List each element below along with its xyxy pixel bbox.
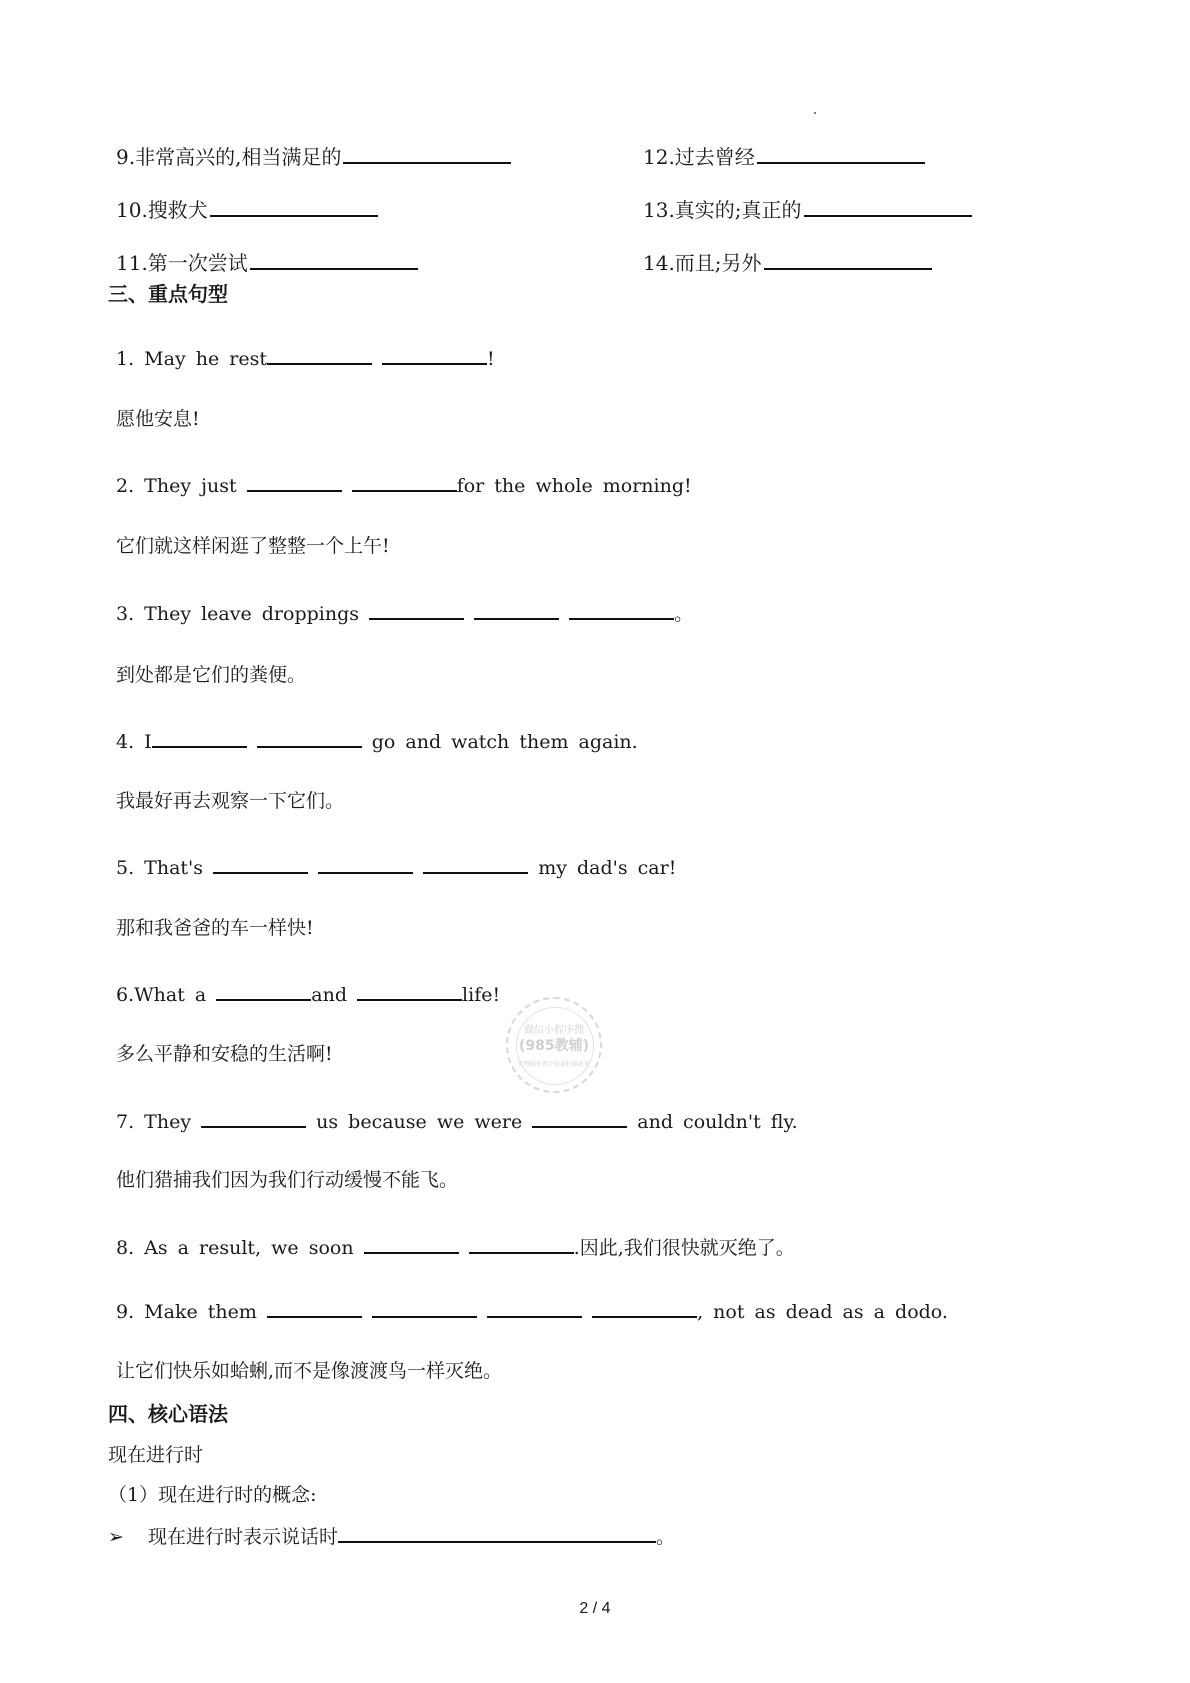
answer-blank[interactable]	[764, 248, 932, 270]
sentence-text: !	[487, 348, 495, 370]
grammar-bullet-end: 。	[656, 1526, 676, 1548]
answer-blank[interactable]	[201, 1106, 306, 1128]
answer-blank[interactable]	[257, 726, 362, 748]
answer-blank[interactable]	[474, 598, 559, 620]
vocab-item-9-label: 9.非常高兴的,相当满足的	[116, 145, 342, 169]
vocab-item-10	[116, 195, 378, 224]
sentence-text: 8. As a result, we soon	[116, 1237, 364, 1259]
vocab-item-12-label: 12.过去曾经	[643, 145, 755, 169]
section-3-heading: 三、重点句型	[108, 282, 228, 306]
sentence-text: 2. They just	[116, 475, 247, 497]
answer-blank[interactable]	[210, 195, 378, 217]
vocab-item-11	[116, 248, 418, 277]
vocab-item-11-label: 11.第一次尝试	[116, 251, 248, 275]
sentence-7	[116, 1106, 798, 1133]
answer-blank[interactable]	[569, 598, 674, 620]
watermark-stamp	[506, 997, 602, 1093]
sentence-9-translation: 让它们快乐如蛤蜊,而不是像渡渡鸟一样灭绝。	[116, 1360, 503, 1382]
answer-blank[interactable]	[318, 852, 413, 874]
sentence-text: .因此,我们很快就灭绝了。	[573, 1237, 795, 1259]
answer-blank[interactable]	[267, 1296, 362, 1318]
sentence-text: my dad's car!	[528, 857, 677, 879]
answer-blank[interactable]	[469, 1232, 574, 1254]
answer-blank[interactable]	[338, 1521, 656, 1543]
answer-blank[interactable]	[757, 142, 925, 164]
sentence-5	[116, 852, 676, 879]
sentence-text: for the whole morning!	[456, 475, 692, 497]
sentence-text: us because we were	[306, 1111, 533, 1133]
stray-dot	[814, 112, 816, 114]
answer-blank[interactable]	[804, 195, 972, 217]
answer-blank[interactable]	[213, 852, 308, 874]
sentence-5-translation: 那和我爸爸的车一样快!	[116, 917, 314, 939]
answer-blank[interactable]	[532, 1106, 627, 1128]
sentence-text: 1. May he rest	[116, 348, 267, 370]
sentence-9	[116, 1296, 948, 1323]
sentence-3-translation: 到处都是它们的粪便。	[116, 664, 307, 686]
answer-blank[interactable]	[487, 1296, 582, 1318]
sentence-1	[116, 343, 495, 370]
sentence-4	[116, 726, 638, 753]
sentence-text: go and watch them again.	[361, 731, 638, 753]
answer-blank[interactable]	[423, 852, 528, 874]
sentence-text: 4. I	[116, 731, 152, 753]
sentence-4-translation: 我最好再去观察一下它们。	[116, 790, 345, 812]
answer-blank[interactable]	[267, 343, 372, 365]
vocab-item-13	[643, 195, 972, 224]
stamp-line-3: 完整版免费下载请扫描此处	[517, 1061, 590, 1068]
sentence-2-translation: 它们就这样闲逛了整整一个上午!	[116, 535, 390, 557]
sentence-7-translation: 他们猎捕我们因为我们行动缓慢不能飞。	[116, 1169, 459, 1191]
answer-blank[interactable]	[592, 1296, 697, 1318]
vocab-item-9	[116, 142, 511, 171]
sentence-text: 3. They leave droppings	[116, 603, 370, 625]
sentence-text: 。	[674, 603, 694, 625]
sentence-text: 6.What a	[116, 984, 217, 1006]
vocab-item-12	[643, 142, 925, 171]
sentence-text: life!	[462, 984, 501, 1006]
grammar-topic: 现在进行时	[108, 1444, 204, 1466]
answer-blank[interactable]	[372, 1296, 477, 1318]
answer-blank[interactable]	[382, 343, 487, 365]
answer-blank[interactable]	[352, 470, 457, 492]
answer-blank[interactable]	[247, 470, 342, 492]
sentence-6-translation: 多么平静和安稳的生活啊!	[116, 1043, 333, 1065]
answer-blank[interactable]	[343, 142, 511, 164]
stamp-line-1: 微信小程序搜	[524, 1025, 584, 1036]
answer-blank[interactable]	[357, 979, 462, 1001]
stamp-line-2: (985教辅)	[518, 1038, 590, 1054]
vocab-item-13-label: 13.真实的;真正的	[643, 198, 802, 222]
answer-blank[interactable]	[216, 979, 311, 1001]
vocab-item-14	[643, 248, 932, 277]
grammar-subheading: （1）现在进行时的概念:	[108, 1484, 317, 1506]
grammar-bullet-text: 现在进行时表示说话时	[148, 1526, 339, 1548]
section-4-heading: 四、核心语法	[108, 1402, 228, 1426]
sentence-text: and couldn't fly.	[627, 1111, 798, 1133]
sentence-text: 9. Make them	[116, 1301, 267, 1323]
sentence-1-translation: 愿他安息!	[116, 408, 200, 430]
sentence-text: , not as dead as a dodo.	[697, 1301, 948, 1323]
vocab-item-14-label: 14.而且;另外	[643, 251, 762, 275]
page-number: 2 / 4	[579, 1600, 611, 1617]
answer-blank[interactable]	[250, 248, 418, 270]
sentence-text: and	[311, 984, 358, 1006]
answer-blank[interactable]	[152, 726, 247, 748]
arrow-bullet-icon: ➢	[108, 1526, 124, 1548]
sentence-6	[116, 979, 500, 1006]
sentence-3	[116, 598, 693, 626]
grammar-bullet	[108, 1521, 675, 1549]
sentence-2	[116, 470, 692, 497]
sentence-text: 5. That's	[116, 857, 214, 879]
sentence-text: 7. They	[116, 1111, 202, 1133]
answer-blank[interactable]	[369, 598, 464, 620]
vocab-item-10-label: 10.搜救犬	[116, 198, 208, 222]
answer-blank[interactable]	[364, 1232, 459, 1254]
sentence-8	[116, 1232, 795, 1260]
